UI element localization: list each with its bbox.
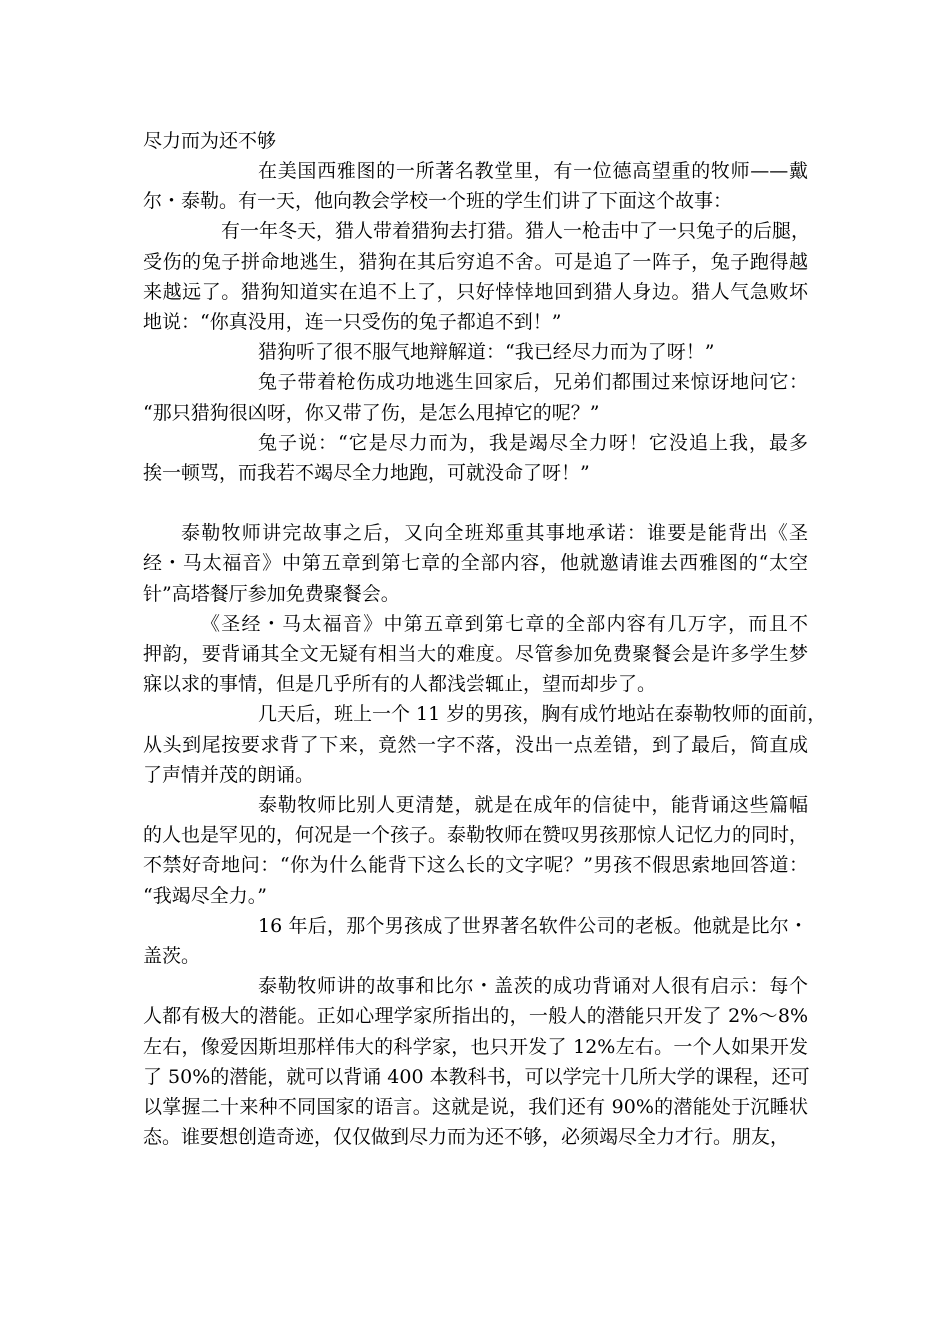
paragraph-line: 挨一顿骂，而我若不竭尽全力地跑，可就没命了呀！” [143,462,590,484]
paragraph-line: 泰勒牧师讲的故事和比尔・盖茨的成功背诵对人很有启示：每个 [258,975,808,998]
paragraph-line: 人都有极大的潜能。正如心理学家所指出的，一般人的潜能只开发了 2%～8% [143,1005,808,1028]
paragraph-line: 兔子带着枪伤成功地逃生回家后，兄弟们都围过来惊讶地问它： [258,371,808,394]
paragraph-line: 猎狗听了很不服气地辩解道：“我已经尽力而为了呀！” [258,341,715,364]
paragraph-line: “我竭尽全力。” [143,884,267,907]
paragraph-line: “那只猎狗很凶呀，你又带了伤，是怎么甩掉它的呢？” [143,401,600,424]
paragraph-line: 了 50%的潜能，就可以背诵 400 本教科书，可以学完十几所大学的课程，还可 [143,1065,810,1088]
paragraph-line: 有一年冬天，猎人带着猎狗去打猎。猎人一枪击中了一只兔子的后腿， [221,220,811,243]
paragraph-line: 态。谁要想创造奇迹，仅仅做到尽力而为还不够，必须竭尽全力才行。朋友， [143,1126,790,1149]
paragraph-line: 左右，像爱因斯坦那样伟大的科学家，也只开发了 12%左右。一个人如果开发 [143,1035,808,1058]
paragraph-line: 了声情并茂的朗诵。 [143,763,315,786]
paragraph-line: 受伤的兔子拼命地逃生，猎狗在其后穷追不舍。可是追了一阵子，兔子跑得越 [143,250,808,273]
paragraph-line: 来越远了。猎狗知道实在追不上了，只好悻悻地回到猎人身边。猎人气急败坏 [143,280,808,303]
paragraph-line: 寐以求的事情，但是几乎所有的人都浅尝辄止，望而却步了。 [143,673,657,696]
paragraph-line: 盖茨。 [143,945,201,967]
paragraph-line: 尔・泰勒。有一天，他向教会学校一个班的学生们讲了下面这个故事： [143,190,733,213]
paragraph-line: 押韵，要背诵其全文无疑有相当大的难度。尽管参加免费聚餐会是许多学生梦 [143,643,808,665]
paragraph-line: 泰勒牧师讲完故事之后，又向全班郑重其事地承诺：谁要是能背出《圣 [181,522,808,545]
paragraph-line: 地说：“你真没用，连一只受伤的兔子都追不到！” [143,311,562,333]
paragraph-line: 兔子说：“它是尽力而为，我是竭尽全力呀！它没追上我，最多 [258,431,808,454]
paragraph-line: 不禁好奇地问：“你为什么能背下这么长的文字呢？”男孩不假思索地回答道： [143,854,808,877]
paragraph-line: 从头到尾按要求背了下来，竟然一字不落，没出一点差错，到了最后，简直成 [143,733,808,756]
paragraph-line: 泰勒牧师比别人更清楚，就是在成年的信徒中，能背诵这些篇幅 [258,794,808,816]
document-title: 尽力而为还不够 [143,130,277,152]
paragraph-line: 针”高塔餐厅参加免费聚餐会。 [143,582,400,605]
paragraph-line: 16 年后，那个男孩成了世界著名软件公司的老板。他就是比尔・ [258,914,808,937]
paragraph-line: 的人也是罕见的，何况是一个孩子。泰勒牧师在赞叹男孩那惊人记忆力的同时， [143,824,809,847]
paragraph-line: 在美国西雅图的一所著名教堂里，有一位德高望重的牧师——戴 [258,160,808,182]
paragraph-line: 几天后，班上一个 11 岁的男孩，胸有成竹地站在泰勒牧师的面前， [258,703,827,726]
paragraph-line: 《圣经・马太福音》中第五章到第七章的全部内容有几万字，而且不 [201,612,808,635]
paragraph-line: 以掌握二十来种不同国家的语言。这就是说，我们还有 90%的潜能处于沉睡状 [143,1096,808,1118]
paragraph-line: 经・马太福音》中第五章到第七章的全部内容，他就邀请谁去西雅图的“太空 [143,552,808,575]
